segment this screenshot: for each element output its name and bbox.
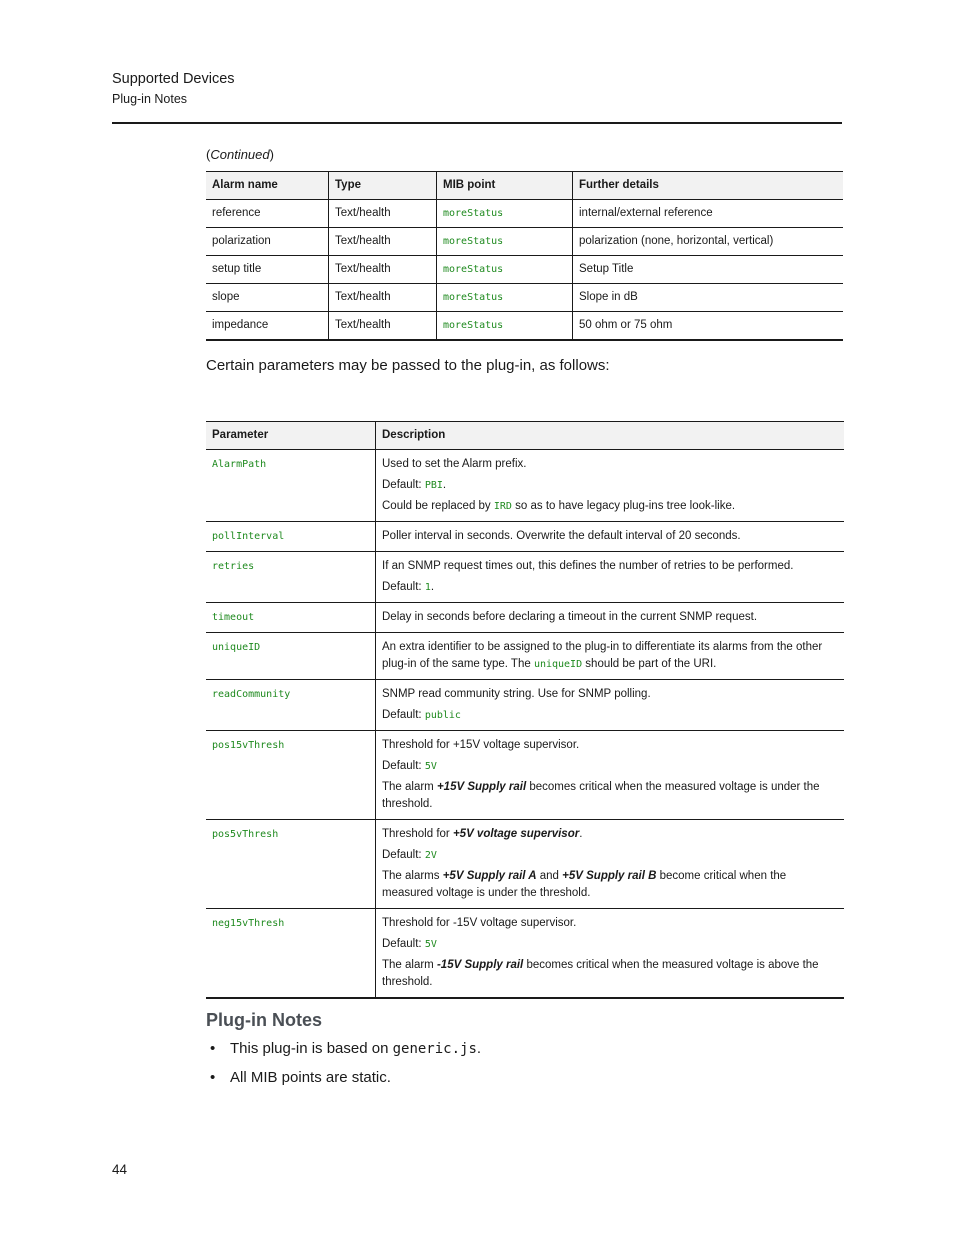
description-text: The alarm [382, 959, 437, 971]
description-line [382, 686, 838, 703]
cell-parameter-name: AlarmPath [206, 450, 376, 522]
alarm-table [206, 171, 843, 341]
cell-description [376, 633, 845, 680]
cell-further-details: 50 ohm or 75 ohm [573, 312, 844, 341]
cell-description [376, 450, 845, 522]
description-text: so as to have legacy plug-ins tree look-like. [511, 500, 736, 512]
description-text: An extra identifier to be assigned to the plug-in to differentiate its alarms from the other plug-in of the same type. The [382, 641, 823, 670]
description-line [382, 779, 838, 813]
description-text: becomes critical when the measured voltage is above the threshold. [382, 959, 819, 988]
cell-type: Text/health [329, 228, 437, 256]
description-line [382, 558, 838, 575]
parameter-table-header [206, 422, 844, 450]
cell-parameter-name: timeout [206, 603, 376, 633]
cell-description [376, 552, 845, 603]
description-text: Delay in seconds before declaring a timeout in the current SNMP request. [382, 611, 758, 623]
description-text: Default: [382, 479, 425, 491]
cell-alarm-name: impedance [206, 312, 329, 341]
cell-alarm-name: reference [206, 200, 329, 228]
description-text: Threshold for +15V voltage supervisor. [382, 739, 580, 751]
description-text: Could be replaced by [382, 500, 494, 512]
description-text: Default: [382, 849, 425, 861]
cell-alarm-name: setup title [206, 256, 329, 284]
section-heading-plugin-notes: Plug-in Notes [206, 1010, 322, 1030]
table-row [206, 200, 843, 228]
list-item: • All MIB points are static. [210, 1069, 391, 1086]
cell-parameter-name: uniqueID [206, 633, 376, 680]
emphasis-text: -15V Supply rail [436, 959, 524, 971]
description-text: The alarm [382, 781, 437, 793]
description-line [382, 498, 838, 515]
description-line [382, 456, 838, 473]
cell-parameter-name: retries [206, 552, 376, 603]
description-text: SNMP read community string. Use for SNMP polling. [382, 688, 651, 700]
description-line [382, 477, 838, 494]
cell-description [376, 909, 845, 999]
alarm-table-header [206, 172, 843, 200]
cell-type: Text/health [329, 284, 437, 312]
description-text: becomes critical when the measured voltage is under the threshold. [382, 781, 820, 810]
description-text: become critical when the measured voltage is under the threshold. [382, 870, 787, 899]
description-text: Default: [382, 709, 425, 721]
cell-parameter-name: pos5vThresh [206, 820, 376, 909]
cell-further-details: Setup Title [573, 256, 844, 284]
description-line [382, 936, 838, 953]
cell-mib-point: moreStatus [437, 200, 573, 228]
notes-list [206, 1040, 481, 1098]
inline-code: 5V [424, 939, 437, 950]
cell-parameter-name: readCommunity [206, 680, 376, 731]
description-text: and [536, 870, 563, 882]
description-text: Threshold for -15V voltage supervisor. [382, 917, 577, 929]
cell-mib-point: moreStatus [437, 228, 573, 256]
description-line [382, 528, 838, 545]
intro-paragraph: Certain parameters may be passed to the plug-in, as follows: [206, 357, 610, 374]
table-row [206, 256, 843, 284]
table-row [206, 680, 844, 731]
page-number: 44 [112, 1162, 128, 1177]
cell-alarm-name: polarization [206, 228, 329, 256]
cell-type: Text/health [329, 200, 437, 228]
description-line [382, 707, 838, 724]
table-row [206, 909, 844, 999]
col-type: Type [329, 172, 437, 200]
emphasis-text: +5V Supply rail A [442, 870, 537, 882]
cell-description [376, 522, 845, 552]
cell-alarm-name: slope [206, 284, 329, 312]
description-text: The alarms [382, 870, 443, 882]
description-line [382, 868, 838, 902]
col-mib-point: MIB point [437, 172, 573, 200]
cell-type: Text/health [329, 256, 437, 284]
table-row [206, 450, 844, 522]
description-line [382, 609, 838, 626]
col-alarm-name: Alarm name [206, 172, 329, 200]
inline-code: uniqueID [533, 659, 583, 670]
inline-code: 2V [424, 850, 437, 861]
description-line [382, 915, 838, 932]
description-text: . [442, 479, 447, 491]
cell-parameter-name: pollInterval [206, 522, 376, 552]
table-row [206, 228, 843, 256]
description-text: Used to set the Alarm prefix. [382, 458, 527, 470]
running-header-title: Supported Devices [112, 71, 235, 87]
description-line [382, 957, 838, 991]
header-rule [112, 122, 842, 124]
description-line [382, 737, 838, 754]
description-text: Threshold for [382, 828, 453, 840]
continued-text: Continued [210, 147, 270, 162]
description-text: Default: [382, 938, 425, 950]
table-row [206, 731, 844, 820]
cell-description [376, 680, 845, 731]
cell-type: Text/health [329, 312, 437, 341]
cell-description [376, 820, 845, 909]
description-text: If an SNMP request times out, this defines the number of retries to be performed. [382, 560, 794, 572]
cell-further-details: internal/external reference [573, 200, 844, 228]
emphasis-text: +5V voltage supervisor [452, 828, 580, 840]
cell-parameter-name: pos15vThresh [206, 731, 376, 820]
inline-code: public [424, 710, 461, 721]
inline-code: 1 [424, 582, 431, 593]
description-line [382, 639, 838, 673]
cell-description [376, 603, 845, 633]
col-further-details: Further details [573, 172, 844, 200]
emphasis-text: +15V Supply rail [436, 781, 527, 793]
inline-code: 5V [424, 761, 437, 772]
table-row [206, 522, 844, 552]
cell-further-details: polarization (none, horizontal, vertical) [573, 228, 844, 256]
table-row [206, 820, 844, 909]
running-header-subtitle: Plug-in Notes [112, 92, 188, 106]
inline-code: IRD [493, 501, 512, 512]
col-description: Description [376, 422, 845, 450]
continued-label: (Continued) [206, 147, 274, 162]
cell-further-details: Slope in dB [573, 284, 844, 312]
description-text: . [579, 828, 583, 840]
cell-mib-point: moreStatus [437, 256, 573, 284]
cell-parameter-name: neg15vThresh [206, 909, 376, 999]
description-text: Default: [382, 760, 425, 772]
description-text: Poller interval in seconds. Overwrite the default interval of 20 seconds. [382, 530, 741, 542]
cell-mib-point: moreStatus [437, 284, 573, 312]
description-line [382, 847, 838, 864]
parameter-table [206, 421, 844, 999]
description-text: should be part of the URI. [582, 658, 717, 670]
table-row [206, 552, 844, 603]
list-item: • This plug-in is based on generic.js. [210, 1040, 482, 1057]
description-text: . [430, 581, 435, 593]
description-line [382, 579, 838, 596]
emphasis-text: +5V Supply rail B [562, 870, 657, 882]
inline-code: PBI [424, 480, 443, 491]
bullet-icon: • [210, 1069, 216, 1086]
cell-description [376, 731, 845, 820]
table-row [206, 633, 844, 680]
cell-mib-point: moreStatus [437, 312, 573, 341]
description-line [382, 826, 838, 843]
description-text: Default: [382, 581, 425, 593]
table-row [206, 312, 843, 341]
col-parameter: Parameter [206, 422, 376, 450]
table-row [206, 603, 844, 633]
bullet-icon: • [210, 1040, 216, 1057]
description-line [382, 758, 838, 775]
inline-code: generic.js [392, 1041, 477, 1057]
table-row [206, 284, 843, 312]
